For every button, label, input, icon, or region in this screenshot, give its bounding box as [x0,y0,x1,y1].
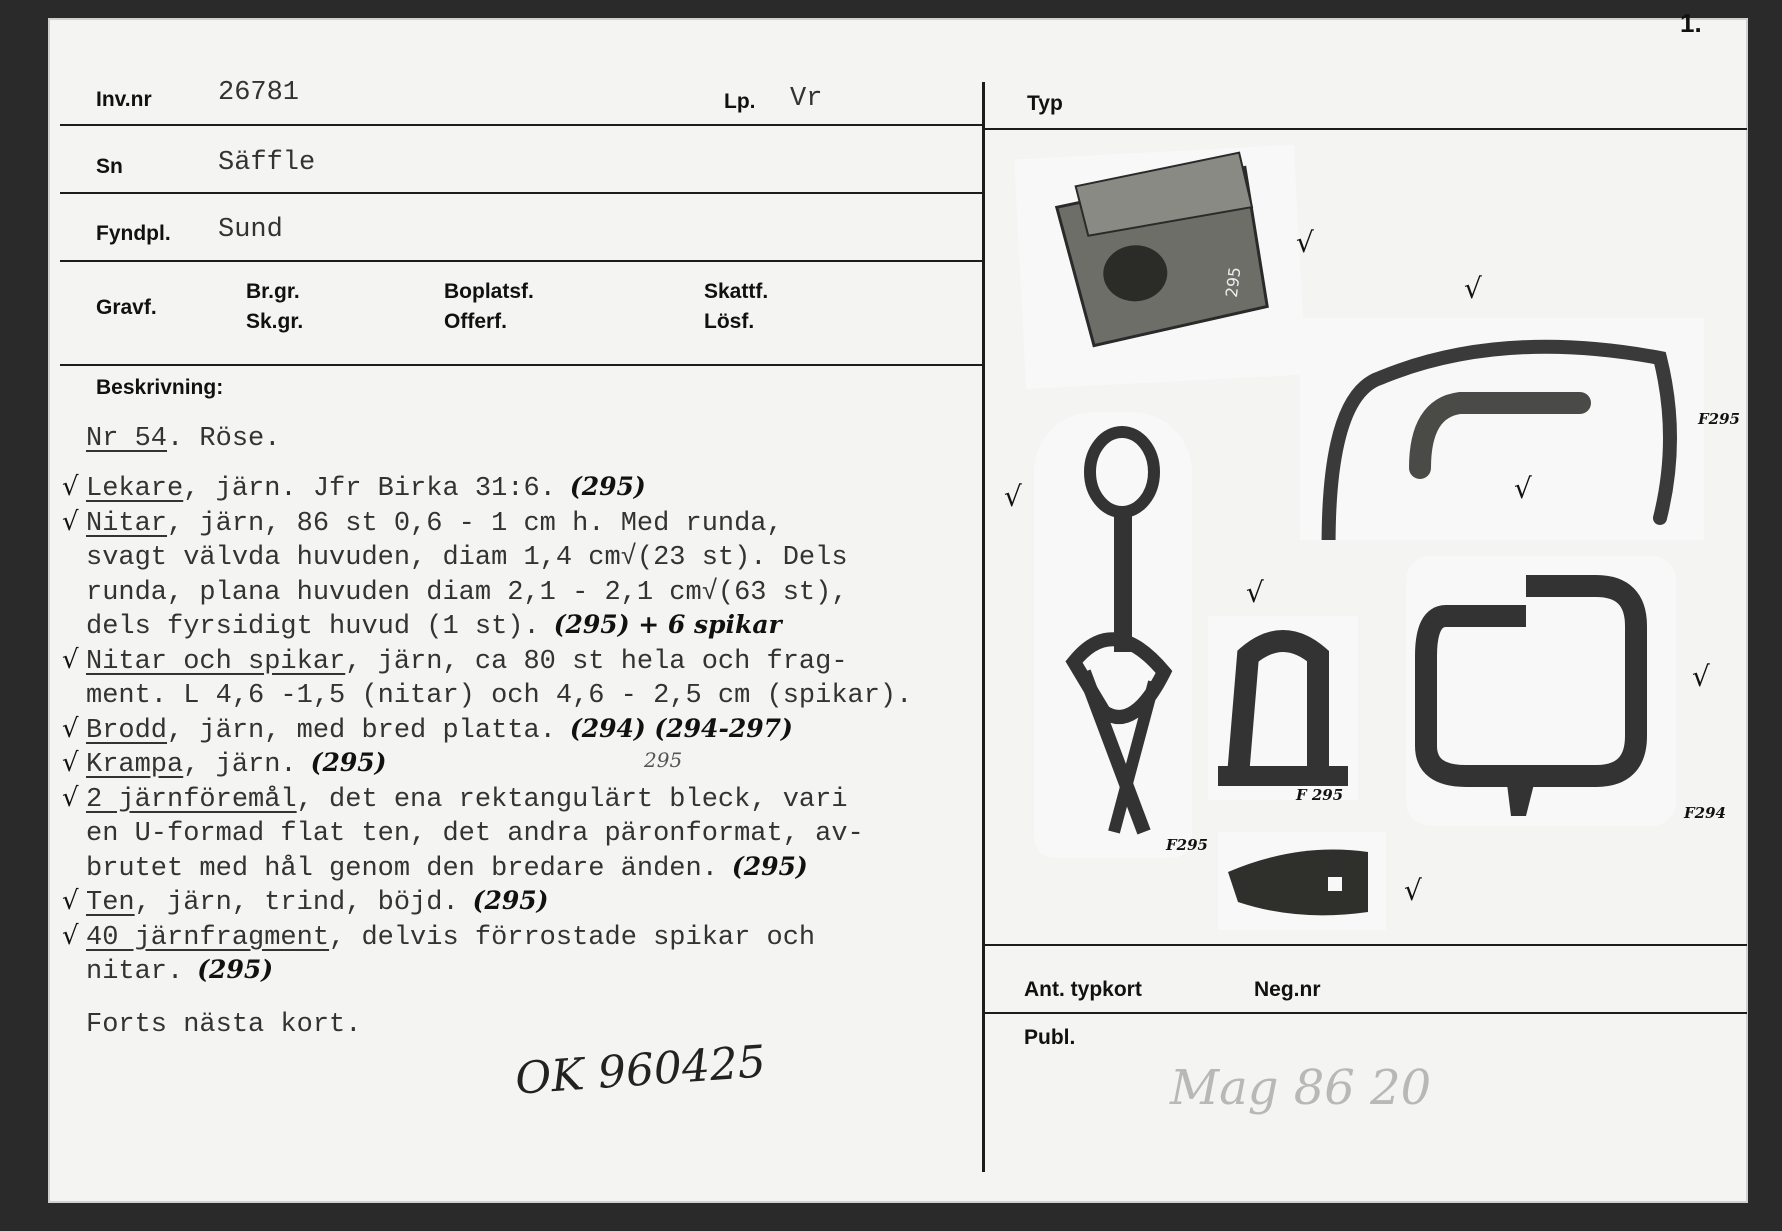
inv-value: 26781 [218,78,300,108]
fragment-image [1218,832,1386,930]
photo-label-f295: F295 [1166,836,1208,854]
neg-nr-label: Neg.nr [1254,978,1321,1001]
handwritten-note: (295) [472,886,549,915]
publ-label: Publ. [1024,1026,1076,1049]
description-text [86,817,878,849]
description-text [86,576,862,608]
gravf-label: Gravf. [96,296,157,319]
plate-mark: 295 [1221,265,1245,299]
description-text [86,748,386,780]
artifact-photo-ten [1300,318,1704,540]
item-detail: ment. L 4,6 -1,5 (nitar) och 4,6 - 2,5 cm (spikar). [86,681,913,711]
description-text [86,472,646,504]
beskrivning-label: Beskrivning: [96,376,224,399]
item-detail: , järn, 86 st 0,6 - 1 cm h. Med runda, [167,508,783,539]
handwritten-note: (295) [310,748,387,777]
item-name: Krampa [86,750,184,780]
item-detail: en U-formad flat ten, det andra päronformat, av- [86,819,864,849]
description-text [86,645,862,677]
ten-image [1300,318,1704,540]
item-name: Nitar [86,508,168,539]
publ-handwritten: Mag 86 20 [1170,1060,1432,1116]
description-text [86,783,862,815]
check-mark: √ [1404,874,1422,907]
check-mark: √ [62,920,79,951]
divider [985,944,1747,946]
losf-label: Lösf. [704,310,755,333]
handwritten-note: (295) [569,472,646,501]
lp-value: Vr [790,84,823,114]
description-text [86,679,926,711]
krampa-image [1208,616,1358,800]
ant-typkort-label: Ant. typkort [1024,978,1142,1001]
handwritten-note: (295) + 6 spikar [553,610,782,639]
check-mark: √ [62,472,79,502]
check-mark: √ [1004,480,1022,513]
fyndpl-value: Sund [218,215,283,245]
artifact-photo-krampa [1208,616,1358,800]
check-mark: √ [1246,576,1264,609]
photo-label-f294: F294 [1684,804,1726,822]
check-mark: √ [62,713,79,744]
check-mark: √ [62,748,79,778]
typ-label: Typ [1027,92,1063,115]
fyndpl-label: Fyndpl. [96,222,171,245]
description-text [86,886,549,918]
brgr-label: Br.gr. [246,280,300,303]
item-detail: , det ena rektangulärt bleck, vari [296,784,848,815]
skgr-label: Sk.gr. [246,310,304,333]
divider [60,260,982,262]
item-detail: svagt välvda huvuden, diam 1,4 cm√(23 st). Dels [86,543,848,573]
offerf-label: Offerf. [444,310,507,333]
item-detail: , järn, med bred platta. [167,715,556,746]
item-detail: , järn, trind, böjd. [134,888,459,918]
item-name: 40 järnfragment [86,922,330,953]
lekare-image [1034,412,1192,858]
description-text [86,921,829,953]
artifact-photo-plate [1014,145,1306,389]
handwritten-note: (295) [197,955,274,984]
item-detail: , järn, ca 80 st hela och frag- [345,646,848,677]
divider [60,364,982,366]
check-mark: √ [62,782,79,813]
check-mark: √ [1514,472,1532,505]
brodd-image [1406,556,1676,826]
artifact-photo-brodd [1406,556,1676,826]
item-detail: brutet med hål genom den bredare änden. [86,853,718,884]
page-number: 1. [1680,8,1702,38]
item-name: 2 järnföremål [86,784,297,815]
item-detail: runda, plana huvuden diam 2,1 - 2,1 cm√(63 st), [86,577,848,608]
handwritten-note: (295) [731,851,808,881]
sn-label: Sn [96,155,123,178]
divider [985,128,1747,130]
column-divider [982,82,985,1172]
check-mark: √ [1296,226,1314,259]
description-text [86,507,797,539]
plate-image [1014,145,1306,389]
description-text [86,852,808,884]
description-text [86,541,862,573]
check-mark: √ [62,506,79,537]
item-name: Nitar och spikar [86,646,346,677]
item-detail: , delvis förrostade spikar och [329,922,816,953]
photo-label-f295: F295 [1698,410,1740,428]
sn-value: Säffle [218,148,316,178]
lp-label: Lp. [724,90,756,113]
artifact-photo-fragment [1218,832,1386,930]
description-text [86,610,782,642]
description-text [86,955,273,987]
check-mark: √ [62,886,79,916]
check-mark: √ [1464,272,1482,305]
description-heading: Nr 54. Röse. [86,424,281,454]
item-name: Ten [86,888,135,918]
divider [985,1012,1747,1014]
item-detail: nitar. [86,957,184,987]
signature: OK 960425 [513,1036,768,1105]
divider [60,192,982,194]
item-name: Brodd [86,715,168,746]
handwritten-note: (294) (294-297) [569,713,793,743]
photo-label-f295: F 295 [1296,786,1344,804]
skattf-label: Skattf. [704,280,769,303]
divider [60,124,982,126]
item-detail: , järn. Jfr Birka 31:6. [183,474,556,504]
check-mark: √ [62,644,79,675]
item-detail: , järn. [183,750,297,780]
check-mark: √ [1692,660,1710,693]
brodd-sub-number: 295 [644,748,683,772]
artifact-photo-lekare [1034,412,1192,858]
item-name: Lekare [86,474,184,504]
forts-text: Forts nästa kort. [86,1010,362,1040]
boplatsf-label: Boplatsf. [444,280,534,303]
item-detail: dels fyrsidigt huvud (1 st). [86,612,540,642]
inv-label: Inv.nr [96,88,152,111]
description-text [86,714,793,746]
